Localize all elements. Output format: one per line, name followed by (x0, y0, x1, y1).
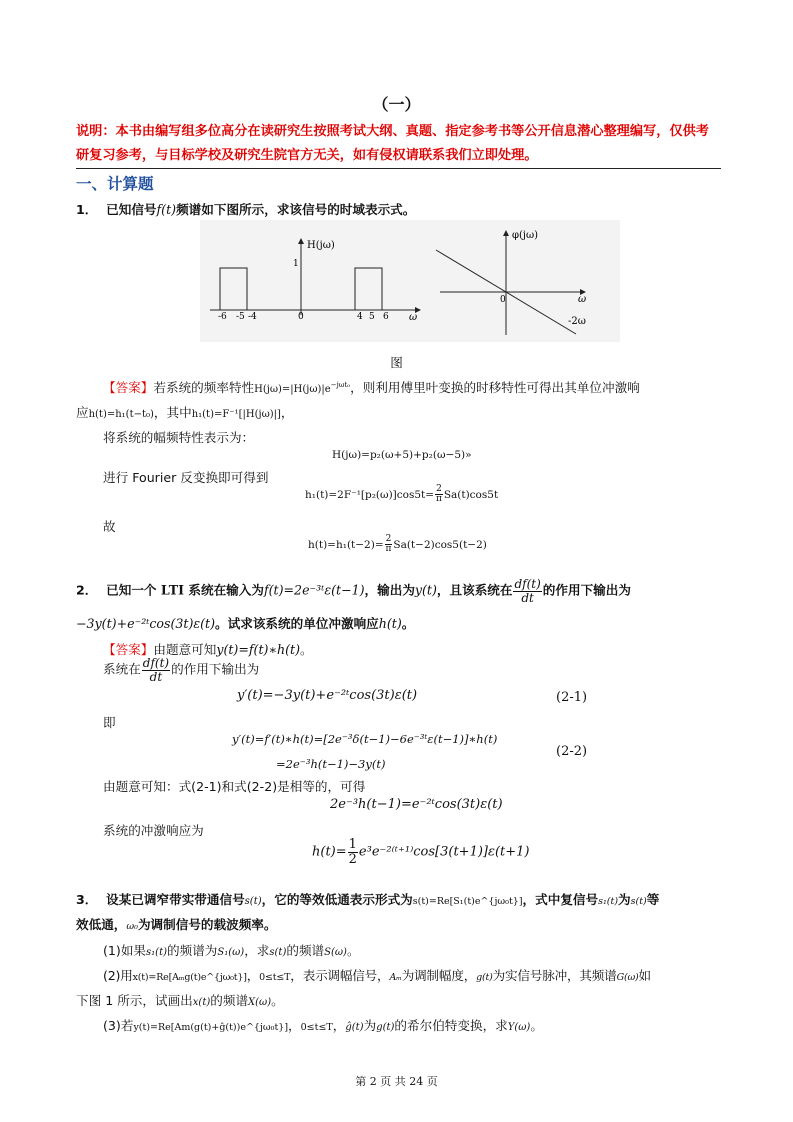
equation-tag: (2-1) (556, 690, 588, 705)
tick-label: 5 (369, 312, 375, 322)
question-number: 1． (76, 202, 98, 217)
answer-line: 系统的冲激响应为 (103, 823, 204, 838)
page-footer: 第 2 页 共 24 页 (355, 1075, 438, 1088)
answer-text: ，其中 (153, 405, 192, 420)
formula: 0≤t≤T (259, 972, 291, 983)
equation-part: e³e⁻²⁽ᵗ⁺¹⁾cos[3(t+1)]ε(t+1) (358, 844, 530, 860)
fraction-denominator: dt (149, 669, 163, 684)
lti-label: LTI (160, 582, 184, 598)
formula: G(ω) (616, 972, 639, 983)
tick-label: 6 (383, 312, 389, 322)
phase-origin-label: 0 (500, 295, 506, 305)
phase-label: φ(jω) (512, 230, 539, 241)
formula: s₁(t) (598, 896, 619, 907)
level-one-label: 1 (293, 259, 299, 269)
subquestion-2 (103, 965, 651, 984)
subquestion-text: ，表示调幅信号， (290, 968, 390, 983)
subquestion-text: (3)若 (103, 1018, 134, 1033)
fraction-numerator: df(t) (142, 656, 170, 670)
question-1 (76, 199, 415, 218)
question-text: ，它的等效低通表示形式为 (261, 892, 413, 907)
tick-label: -6 (218, 312, 227, 322)
fraction-numerator: 1 (348, 837, 357, 852)
fraction-numerator: 2 (385, 534, 392, 544)
equation (305, 485, 498, 505)
question-text: 为调制信号的载波频率。 (137, 917, 277, 932)
answer-text: 由题意可知 (153, 642, 217, 657)
formula: h(t)=h₁(t−t₀) (88, 409, 154, 420)
answer-line: 即 (103, 715, 116, 730)
formula: g(t) (476, 972, 493, 983)
formula-exponent: −jωt₀ (330, 380, 351, 389)
subquestion-text: 的频谱为 (167, 943, 218, 958)
equation-part: Sa(t−2)cos5(t−2) (393, 538, 487, 551)
question-text: ，式中复信号 (522, 892, 599, 907)
magnitude-label: H(jω) (307, 240, 335, 251)
question-3-line2 (76, 914, 276, 933)
question-2-line2 (76, 613, 414, 632)
question-text: 已知一个 (106, 582, 157, 598)
question-text: 为 (618, 892, 631, 907)
answer-line: 故 (103, 519, 116, 534)
fraction-denominator: 2 (348, 851, 357, 867)
fraction-denominator: π (435, 494, 442, 505)
equation-part: h(t)= (312, 844, 347, 860)
formula: Aₘ (389, 972, 402, 983)
equation-tag: (2-2) (556, 744, 588, 759)
formula: h(t) (378, 616, 402, 631)
divider (76, 168, 721, 169)
tick-label: -4 (248, 312, 257, 322)
tick-label: 4 (357, 312, 363, 322)
answer-line (76, 402, 294, 421)
formula: Y(ω) (507, 1022, 531, 1033)
subquestion-text: 为 (363, 1018, 377, 1033)
subquestion-text: (2)用 (103, 968, 133, 983)
subquestion-text: ， (288, 1018, 301, 1033)
answer-text: 系统在 (103, 661, 141, 677)
question-text: ，输出为 (364, 582, 415, 598)
answer-line (103, 657, 259, 683)
equation (312, 838, 530, 866)
formula: s(t) (630, 896, 647, 907)
equation-part: h(t)=h₁(t−2)= (308, 538, 384, 551)
formula: h₁(t)=F⁻¹[|H(jω)|] (191, 409, 281, 420)
subquestion-3 (103, 1015, 543, 1034)
answer-tag: 【答案】 (103, 642, 154, 657)
formula: x(t)=Re[Aₘg(t)e^{jω₀t}] (132, 972, 247, 983)
equation (308, 535, 487, 555)
phase-x-label: ω (578, 294, 587, 305)
equation: 2e⁻³h(t−1)=e⁻²ᵗcos(3t)ε(t) (330, 797, 503, 812)
equation-part: Sa(t)cos5t (443, 488, 499, 501)
answer-line: 将系统的幅频特性表示为： (103, 430, 255, 445)
question-text: 。 (401, 616, 415, 631)
answer-text: 的作用下输出为 (171, 661, 260, 677)
x-axis-label: ω (409, 312, 418, 323)
formula: s(t) (244, 896, 262, 907)
formula: s(t)=Re[S₁(t)e^{jω₀t}] (412, 896, 523, 907)
answer-line: 进行 Fourier 反变换即可得到 (103, 470, 269, 485)
answer-text: 若系统的频率特性 (153, 380, 255, 395)
equation: y′(t)=−3y(t)+e⁻²ᵗcos(3t)ε(t) (237, 688, 418, 703)
formula: H(jω)=|H(jω)|e (254, 384, 331, 395)
fraction-denominator: dt (521, 590, 534, 605)
formula: 0≤t≤T (300, 1022, 333, 1033)
subquestion-text: 下图 1 所示，试画出 (76, 993, 193, 1008)
formula: X(ω) (248, 997, 272, 1008)
subquestion-text: 。 (346, 943, 360, 958)
answer-tag: 【答案】 (103, 380, 154, 395)
fraction-numerator: 2 (436, 484, 442, 494)
answer-text: 。 (300, 642, 313, 657)
question-text: 的作用下输出为 (542, 582, 631, 598)
answer-text: ， (280, 405, 294, 420)
question-text: 系统在输入为 (188, 582, 264, 598)
subquestion-1 (103, 940, 360, 959)
formula: S(ω) (324, 947, 347, 958)
answer-line (103, 639, 313, 658)
tick-label: 0 (298, 312, 304, 322)
question-text: 频谱如下图所示，求该信号的时域表示式。 (176, 202, 416, 217)
formula: x(t) (192, 997, 211, 1008)
answer-text: ，则利用傅里叶变换的时移特性可得出其单位冲激响 (350, 380, 640, 395)
subquestion-text: 的频谱 (210, 993, 249, 1008)
subquestion-text: 。 (530, 1018, 543, 1033)
subquestion-text: 为调制幅度， (401, 968, 477, 983)
formula: ω₀ (126, 921, 138, 932)
fraction-numerator: df(t) (514, 577, 541, 591)
tick-label: -5 (236, 312, 245, 322)
formula: ĝ(t) (345, 1022, 364, 1033)
subquestion-text: 如 (638, 968, 651, 983)
subquestion-2-line2 (76, 990, 284, 1009)
formula: f(t)=2e⁻³ᵗε(t−1) (263, 582, 365, 598)
subquestion-text: 为实信号脉冲，其频谱 (492, 968, 617, 983)
section-heading: （一） (372, 95, 421, 114)
formula: g(t) (376, 1022, 395, 1033)
question-text: 等 (646, 892, 660, 907)
question-number: 3． (76, 892, 98, 907)
formula: −3y(t)+e⁻²ᵗcos(3t)ε(t) (76, 616, 216, 631)
question-text: 设某已调窄带实带通信号 (106, 892, 245, 907)
disclaimer-notice: 说明：本书由编写组多位高分在读研究生按照考试大纲、真题、指定参考书等公开信息潜心整理编写，仅供考研复习参考，与目标学校及研究生院官方无关，如有侵权请联系我们立即处理。 (76, 124, 709, 163)
question-3 (76, 889, 659, 908)
formula: y(t) (414, 582, 437, 598)
formula: s₁(t) (146, 947, 167, 958)
formula: y(t)=f(t)∗h(t) (216, 642, 301, 657)
signal-symbol: f(t) (156, 202, 177, 217)
equation: =2e⁻³h(t−1)−3y(t) (276, 757, 386, 771)
subquestion-text: ，求 (244, 943, 270, 958)
question-text: ，且该系统在 (436, 582, 513, 598)
equation-part: h₁(t)=2F⁻¹[p₂(ω)]cos5t= (305, 488, 435, 501)
question-text: 效低通， (76, 917, 127, 932)
subquestion-text: 。 (271, 993, 284, 1008)
question-number: 2． (76, 582, 98, 598)
question-2 (76, 578, 631, 604)
figure-caption: 图 (390, 355, 403, 370)
answer-text: 应 (76, 405, 89, 420)
formula: y(t)=Re[Am(g(t)+ĝ(t))e^{jω₀t}] (133, 1022, 289, 1033)
fraction-denominator: π (385, 544, 392, 555)
answer-line (103, 377, 640, 396)
subquestion-text: ， (246, 968, 260, 983)
formula: s(t) (269, 947, 287, 958)
section-title: 一、计算题 (76, 175, 154, 193)
answer-line: 由题意可知：式(2-1)和式(2-2)是相等的，可得 (103, 779, 366, 794)
spectrum-figure (200, 220, 620, 342)
subquestion-text: ， (332, 1018, 346, 1033)
subquestion-text: (1)如果 (103, 943, 147, 958)
phase-line-label: -2ω (568, 316, 586, 327)
equation: y′(t)=f′(t)∗h(t)=[2e⁻³δ(t−1)−6e⁻³ᵗε(t−1)]∗h(t) (232, 732, 498, 746)
figure-background (200, 220, 620, 342)
question-text: 已知信号 (106, 202, 157, 217)
equation: H(jω)=p₂(ω+5)+p₂(ω−5)» (332, 449, 472, 461)
formula: S₁(ω) (217, 947, 245, 958)
subquestion-text: 的频谱 (286, 943, 325, 958)
question-text: 。试求该系统的单位冲激响应 (215, 616, 379, 631)
subquestion-text: 的希尔伯特变换，求 (394, 1018, 508, 1033)
